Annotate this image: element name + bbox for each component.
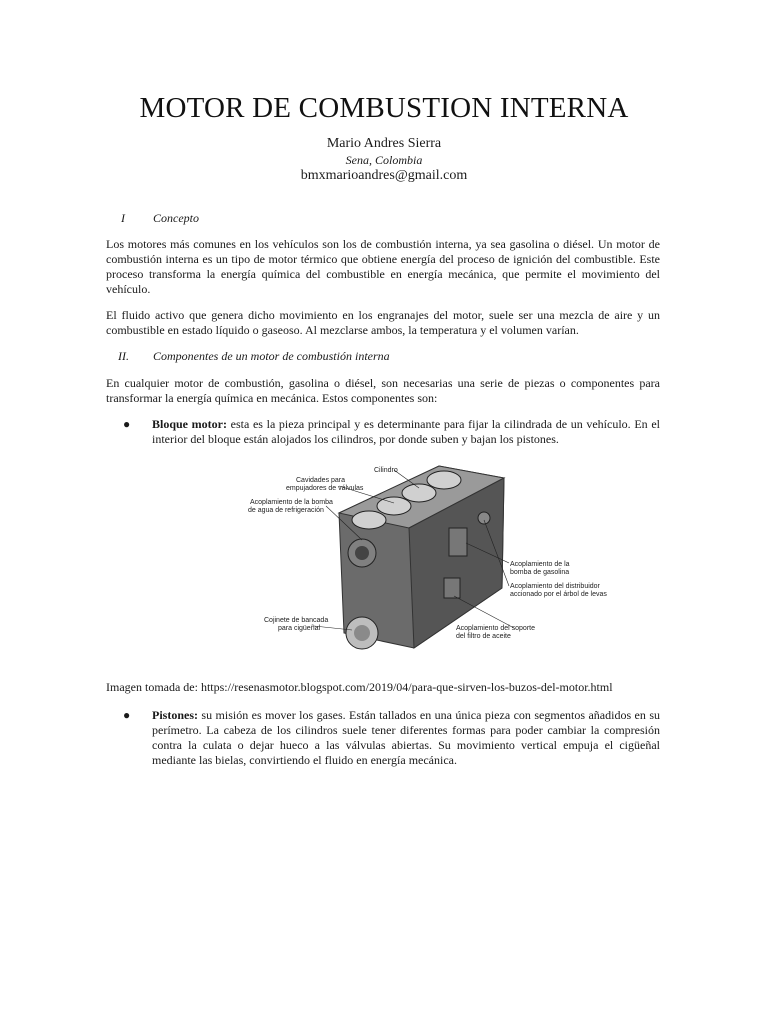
- label-cavidades-1: Cavidades para: [296, 477, 346, 484]
- section-number: I: [121, 211, 125, 225]
- label-soporte-2: del filtro de aceite: [456, 633, 511, 640]
- author-affiliation: Sena, Colombia: [345, 153, 423, 167]
- bullet-icon: ●: [123, 708, 131, 722]
- bullet-icon: ●: [123, 417, 131, 431]
- list-item-body: su misión es mover los gases. Están tallados en una única pieza con segmentos añadidos en su perímetro. La cabeza de los cilindros suele tener diferentes formas para poder cambiar la compresión contra la culata o dejar hueco a las válvulas abiertas. Su movimiento vertical empuja el cigüeñal mediante las bielas, convirtiendo el fluido en energía mecánica.: [152, 708, 660, 767]
- list-item: [123, 708, 660, 768]
- label-bomba-agua-2: de agua de refrigeración: [248, 507, 324, 514]
- section-number: II.: [118, 349, 129, 363]
- section-title: Componentes de un motor de combustión interna: [153, 349, 390, 363]
- list-item: [123, 417, 660, 447]
- engine-block-figure: [244, 458, 607, 658]
- author-name: Mario Andres Sierra: [326, 136, 442, 151]
- list-item-term: Pistones:: [152, 708, 198, 722]
- section-title: Concepto: [153, 211, 199, 225]
- paragraph: Los motores más comunes en los vehículos son los de combustión interna, ya sea gasolina o diésel. Un motor de combustión interna es un tipo de motor térmico que obtiene energía del proceso de ignición del combustible. Este proceso transforma la energía química del combustible en energía mecánica, que permite el movimiento del vehículo.: [106, 237, 660, 296]
- label-cojinete-1: Cojinete de bancada: [264, 617, 329, 624]
- label-bomba-gasolina-2: bomba de gasolina: [510, 569, 570, 576]
- label-bomba-gasolina-1: Acoplamiento de la: [510, 561, 570, 568]
- label-distribuidor-1: Acoplamiento del distribuidor: [510, 583, 600, 590]
- list-item-text: [152, 417, 660, 447]
- label-cilindro: Cilindro: [374, 467, 398, 474]
- label-bomba-agua-1: Acoplamiento de la bomba: [250, 499, 333, 506]
- label-soporte-1: Acoplamiento del soporte: [456, 625, 535, 632]
- paragraph: El fluido activo que genera dicho movimiento en los engranajes del motor, suele ser una mezcla de aire y un combustible en estado líquido o gaseoso. Al mezclarse ambos, la temperatura y el volumen varían.: [106, 308, 660, 337]
- list-item-term: Bloque motor:: [152, 417, 227, 431]
- figure-caption: Imagen tomada de: https://resenasmotor.blogspot.com/2019/04/para-que-sirven-los-buzos-del-motor.html: [106, 680, 613, 694]
- label-cavidades-2: empujadores de válvulas: [286, 485, 364, 492]
- label-cojinete-2: para cigüeñal: [278, 625, 321, 632]
- paragraph: En cualquier motor de combustión, gasolina o diésel, son necesarias una serie de piezas o componentes para transformar la energía química en mecánica. Estos componentes son:: [106, 376, 660, 405]
- document-title: MOTOR DE COMBUSTION INTERNA: [139, 92, 629, 124]
- engine-block-illustration: [244, 458, 607, 658]
- list-item-body: esta es la pieza principal y es determinante para fijar la cilindrada de un vehículo. En el interior del bloque están alojados los cilindros, por donde suben y bajan los pistones.: [152, 417, 660, 446]
- label-distribuidor-2: accionado por el árbol de levas: [510, 591, 607, 598]
- list-item-text: [152, 708, 660, 768]
- author-email: bmxmarioandres@gmail.com: [300, 168, 468, 183]
